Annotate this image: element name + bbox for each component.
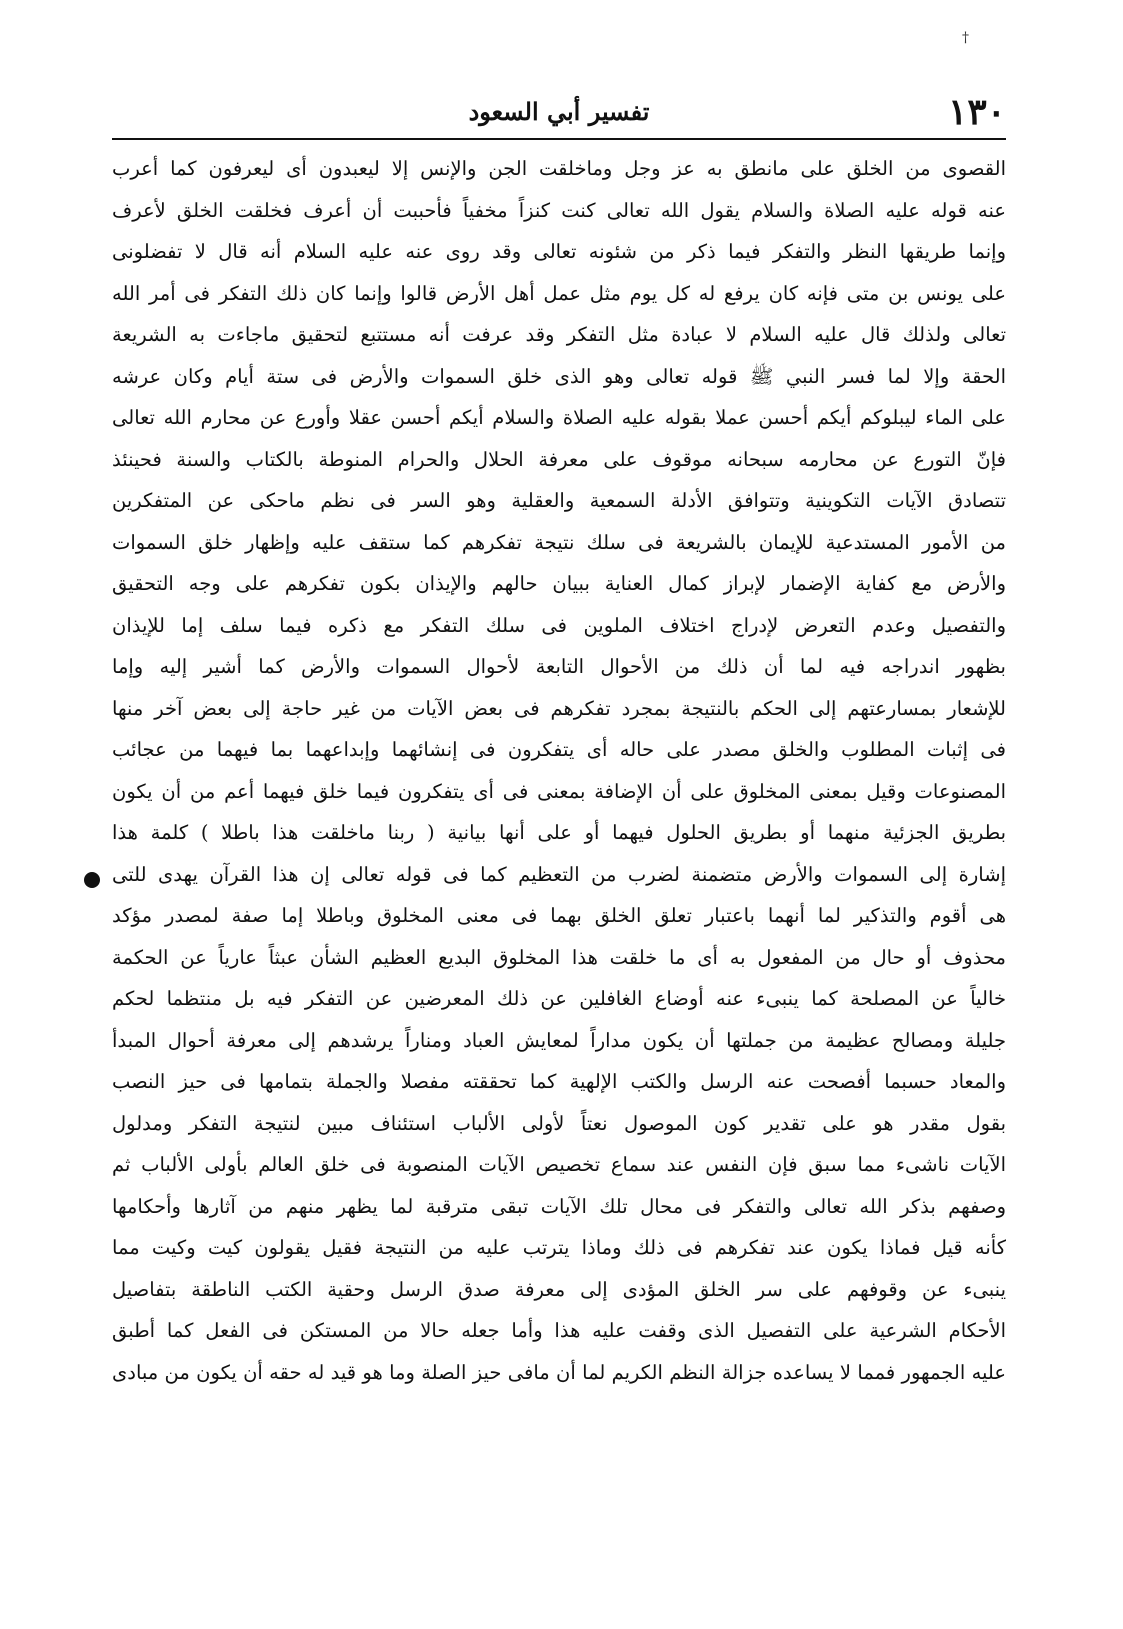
- text-line: والأرض مع كفاية الإضمار لإبراز كمال العناية ببيان حالهم والإيذان بكون تفكرهم على وجه التحقيق: [112, 572, 1006, 595]
- page-header: [112, 90, 1006, 134]
- text-line: فى إثبات المطلوب والخلق مصدر على حاله أى يتفكرون فى إنشائهما وإبداعهما بما فيهما من عجائب: [112, 738, 1006, 761]
- text-line: الآيات ناشىء مما سبق فإن النفس عند سماع تخصيص الآيات المنصوبة فى خلق العالم بأولى الألباب ثم: [112, 1153, 1006, 1176]
- running-title: تفسير أبي السعود: [468, 97, 650, 126]
- page-number: ١٣٠: [947, 91, 1006, 133]
- text-line: والمعاد حسبما أفصحت عنه الرسل والكتب الإلهية كما تحققته مفصلا والجملة بتمامها فى حيز النصب: [112, 1070, 1006, 1093]
- body-text: [112, 148, 1006, 1393]
- text-line: خالياً عن المصلحة كما ينبىء عنه أوضاع الغافلين عن ذلك المعرضين عن التفكر فيه بل منتظما لحكم: [112, 987, 1006, 1010]
- text-line: الأحكام الشرعية على التفصيل الذى وقفت عليه هذا وأما جعله حالا من المستكن فى الفعل كما أطبق: [112, 1319, 1006, 1342]
- verse-marker-icon: [84, 872, 100, 888]
- header-divider: [112, 138, 1006, 140]
- text-line: جليلة ومصالح عظيمة من جملتها أن يكون مداراً لمعايش العباد ومناراً يرشدهم إلى معرفة أحوال المبدأ: [112, 1028, 1006, 1052]
- text-line: على الماء ليبلوكم أيكم أحسن عملا بقوله عليه الصلاة والسلام أيكم أحسن عقلا وأورع عن محارم الله تعالى: [112, 406, 1006, 429]
- text-line: تتصادق الآيات التكوينية وتتوافق الأدلة السمعية والعقلية وهو السر فى نظم ماحكى عن المتفكرين: [112, 489, 1006, 512]
- text-line: للإشعار بمسارعتهم إلى الحكم بالنتيجة بمجرد تفكرهم فى بعض الآيات من غير حاجة إلى بعض آخر منها: [112, 696, 1006, 720]
- text-line: والتفصيل وعدم التعرض لإدراج اختلاف الملوين فى سلك التفكر مع ذكره فيما سلف إما للإيذان: [112, 613, 1006, 637]
- text-line: بطريق الجزئية منهما أو بطريق الحلول فيهما أو على أنها بيانية ( ربنا ماخلقت هذا باطلا ) كلمة هذا: [112, 821, 1006, 844]
- text-line: تعالى ولذلك قال عليه السلام لا عبادة مثل التفكر وقد عرفت أنه مستتبع لتحقيق ماجاءت به الشريعة: [112, 323, 1006, 346]
- text-line: عنه قوله عليه الصلاة والسلام يقول الله تعالى كنت كنزاً مخفياً فأحببت أن أعرف فخلقت الخلق لأعرف: [112, 198, 1006, 222]
- text-line: الحقة وإلا لما فسر النبي ﷺ قوله تعالى وهو الذى خلق السموات والأرض فى ستة أيام وكان عرشه: [112, 364, 1006, 388]
- text-line: كأنه قيل فماذا يكون عند تفكرهم فى ذلك وماذا يترتب عليه من النتيجة فقيل يقولون كيت وكيت مما: [112, 1236, 1006, 1259]
- text-line: بقول مقدر هو على تقدير كون الموصول نعتاً لأولى الألباب استئناف مبين لنتيجة التفكر ومدلول: [112, 1111, 1006, 1135]
- text-line: عليه الجمهور فمما لا يساعده جزالة النظم الكريم لما أن مافى حيز الصلة وما هو قيد له حقه أن يكون من مبادى: [112, 1360, 1006, 1384]
- text-line: ينبىء عن وقوفهم على سر الخلق المؤدى إلى معرفة صدق الرسل وحقية الكتب الناطقة بتفاصيل: [112, 1277, 1006, 1301]
- text-line: المصنوعات وقيل بمعنى المخلوق على أن الإضافة بمعنى فى أى يتفكرون فيما خلق فيهما أعم من أن يكون: [112, 779, 1006, 803]
- text-line: وإنما طريقها النظر والتفكر فيما ذكر من شئونه تعالى وقد روى عنه عليه السلام أنه قال لا تفضلونى: [112, 240, 1006, 263]
- text-line: القصوى من الخلق على مانطق به عز وجل وماخلقت الجن والإنس إلا ليعبدون أى ليعرفون كما أعرب: [112, 157, 1006, 180]
- text-line: من الأمور المستدعية للإيمان بالشريعة فى سلك نتيجة تفكرهم كما ستقف عليه وإظهار خلق السموات: [112, 530, 1006, 554]
- text-line: على يونس بن متى فإنه كان يرفع له كل يوم مثل عمل أهل الأرض قالوا وإنما كان ذلك التفكر فى أمر الله: [112, 281, 1006, 305]
- text-line: هى أقوم والتذكير لما أنهما باعتبار تعلق الخلق بهما فى معنى المخلوق وباطلا إما صفة لمصدر مؤكد: [112, 904, 1006, 927]
- text-line: محذوف أو حال من المفعول به أى ما خلقت هذا المخلوق البديع العظيم الشأن عبثاً عارياً عن الحكمة: [112, 945, 1006, 969]
- text-line: وصفهم بذكر الله تعالى والتفكر فى محال تلك الآيات تبقى مترقبة لما يظهر منهم من آثارها وأحكامها: [112, 1194, 1006, 1218]
- corner-mark: †: [962, 30, 969, 46]
- text-line: إشارة إلى السموات والأرض متضمنة لضرب من التعظيم كما فى قوله تعالى إن هذا القرآن يهدى للتى: [112, 862, 1006, 886]
- text-line: فإنّ التورع عن محارمه سبحانه موقوف على معرفة الحلال والحرام المنوطة بالكتاب والسنة فحينئذ: [112, 447, 1006, 471]
- text-line: بظهور اندراجه فيه لما أن ذلك من الأحوال التابعة لأحوال السموات والأرض كما أشير إليه وإما: [112, 655, 1006, 678]
